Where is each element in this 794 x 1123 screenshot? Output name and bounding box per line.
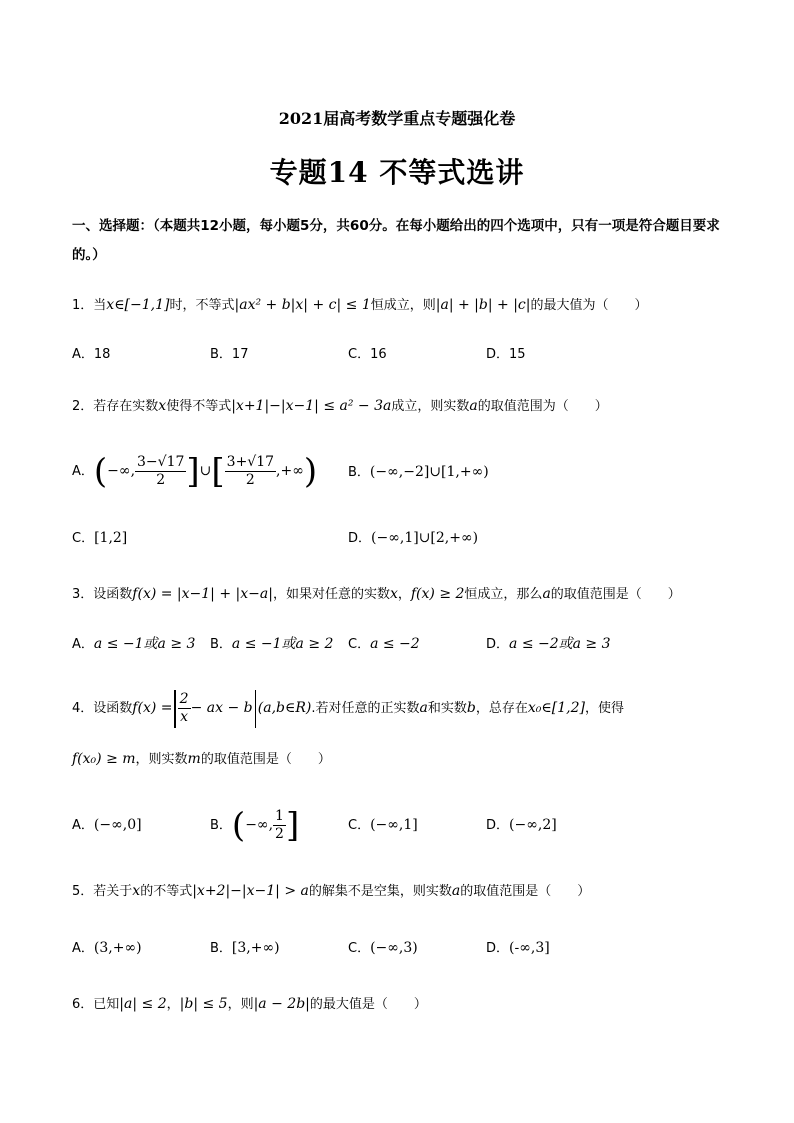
math-expression: |x+1|−|x−1| ≤ a² − 3a (231, 398, 392, 414)
question-3: 3．设函数f(x) = |x−1| + |x−a|，如果对任意的实数x，f(x) ≥ 2恒成立，那么a的取值范围是（ ） (72, 586, 681, 602)
math-expression: |x+2|−|x−1| > a (192, 883, 309, 899)
math-expression: x∈[−1,1] (106, 297, 170, 313)
option-a: A．(−∞,0] (72, 817, 142, 833)
option-c: C．(−∞,3) (348, 940, 418, 956)
topic-title: 专题14 不等式选讲 (269, 156, 525, 189)
option-d: D．15 (486, 347, 526, 362)
option-d: D．(-∞,3] (486, 940, 550, 956)
question-4-line-2: f(x₀) ≥ m，则实数m的取值范围是（ ） (72, 751, 331, 767)
option-b: B．(−∞, $\frac{1}{2}$ ] (210, 805, 300, 846)
section-heading: 一、选择题：（本题共12小题，每小题5分，共60分。在每小题给出的四个选项中，只有一项是符合题目要求的。） (72, 218, 720, 263)
math-expression: |ax² + b|x| + c| ≤ 1 (234, 297, 371, 313)
question-number: 6． (72, 997, 94, 1012)
option-c: C．a ≤ −2 (348, 636, 420, 652)
question-number: 2． (72, 399, 94, 414)
math-expression: f(x) ≥ 2 (410, 586, 465, 602)
option-a: A．a ≤ −1或a ≥ 3 (72, 636, 196, 652)
question-number: 5． (72, 884, 94, 899)
question-number: 4． (72, 701, 94, 716)
option-d: D．a ≤ −2或a ≥ 3 (486, 636, 611, 652)
option-d: D．(−∞,1]∪[2,+∞) (348, 530, 479, 546)
question-number: 1． (72, 298, 94, 313)
question-2: 2．若存在实数x使得不等式|x+1|−|x−1| ≤ a² − 3a成立，则实数a的取值范围为（ ） (72, 398, 608, 414)
question-6: 6．已知|a| ≤ 2，|b| ≤ 5，则|a − 2b|的最大值是（ ） (72, 996, 427, 1012)
option-b: B．[3,+∞) (210, 940, 280, 956)
math-expression: |a| + |b| + |c| (435, 297, 531, 313)
math-expression: f(x) = |x−1| + |x−a| (132, 586, 273, 602)
option-d: D．(−∞,2] (486, 817, 557, 833)
question-number: 3． (72, 587, 94, 602)
math-expression: |a − 2b| (253, 996, 310, 1012)
math-expression: f(x₀) ≥ m (72, 751, 136, 767)
question-5: 5．若关于x的不等式|x+2|−|x−1| > a的解集不是空集，则实数a的取值范围是（ ） (72, 883, 591, 899)
option-c: C．16 (348, 347, 387, 362)
option-a: A．18 (72, 347, 111, 362)
option-a: A．(−∞, $\frac{3-√17}{2}$ ]∪[ $\frac{3+√17}{2}$ ,+∞) (72, 451, 318, 492)
option-c: C．[1,2] (72, 530, 128, 546)
option-b: B．17 (210, 347, 249, 362)
math-expression: |a| ≤ 2 (119, 996, 167, 1012)
question-1: 1．当x∈[−1,1]时，不等式|ax² + b|x| + c| ≤ 1恒成立，则|a| + |b| + |c|的最大值为（ ） (72, 297, 648, 313)
question-4: 4．设函数f(x) = $\frac{2}{x}$ − ax − b (a,b∈R).若对任意的正实数a和实数b，总存在x₀∈[1,2]，使得 (72, 686, 732, 731)
option-a: A．(3,+∞) (72, 940, 142, 956)
math-expression: |b| ≤ 5 (179, 996, 228, 1012)
document-title: 2021届高考数学重点专题强化卷 (278, 109, 516, 128)
math-expression: x₀∈[1,2] (527, 700, 585, 716)
option-c: C．(−∞,1] (348, 817, 418, 833)
option-b: B．(−∞,−2]∪[1,+∞) (348, 464, 489, 480)
option-b: B．a ≤ −1或a ≥ 2 (210, 636, 334, 652)
